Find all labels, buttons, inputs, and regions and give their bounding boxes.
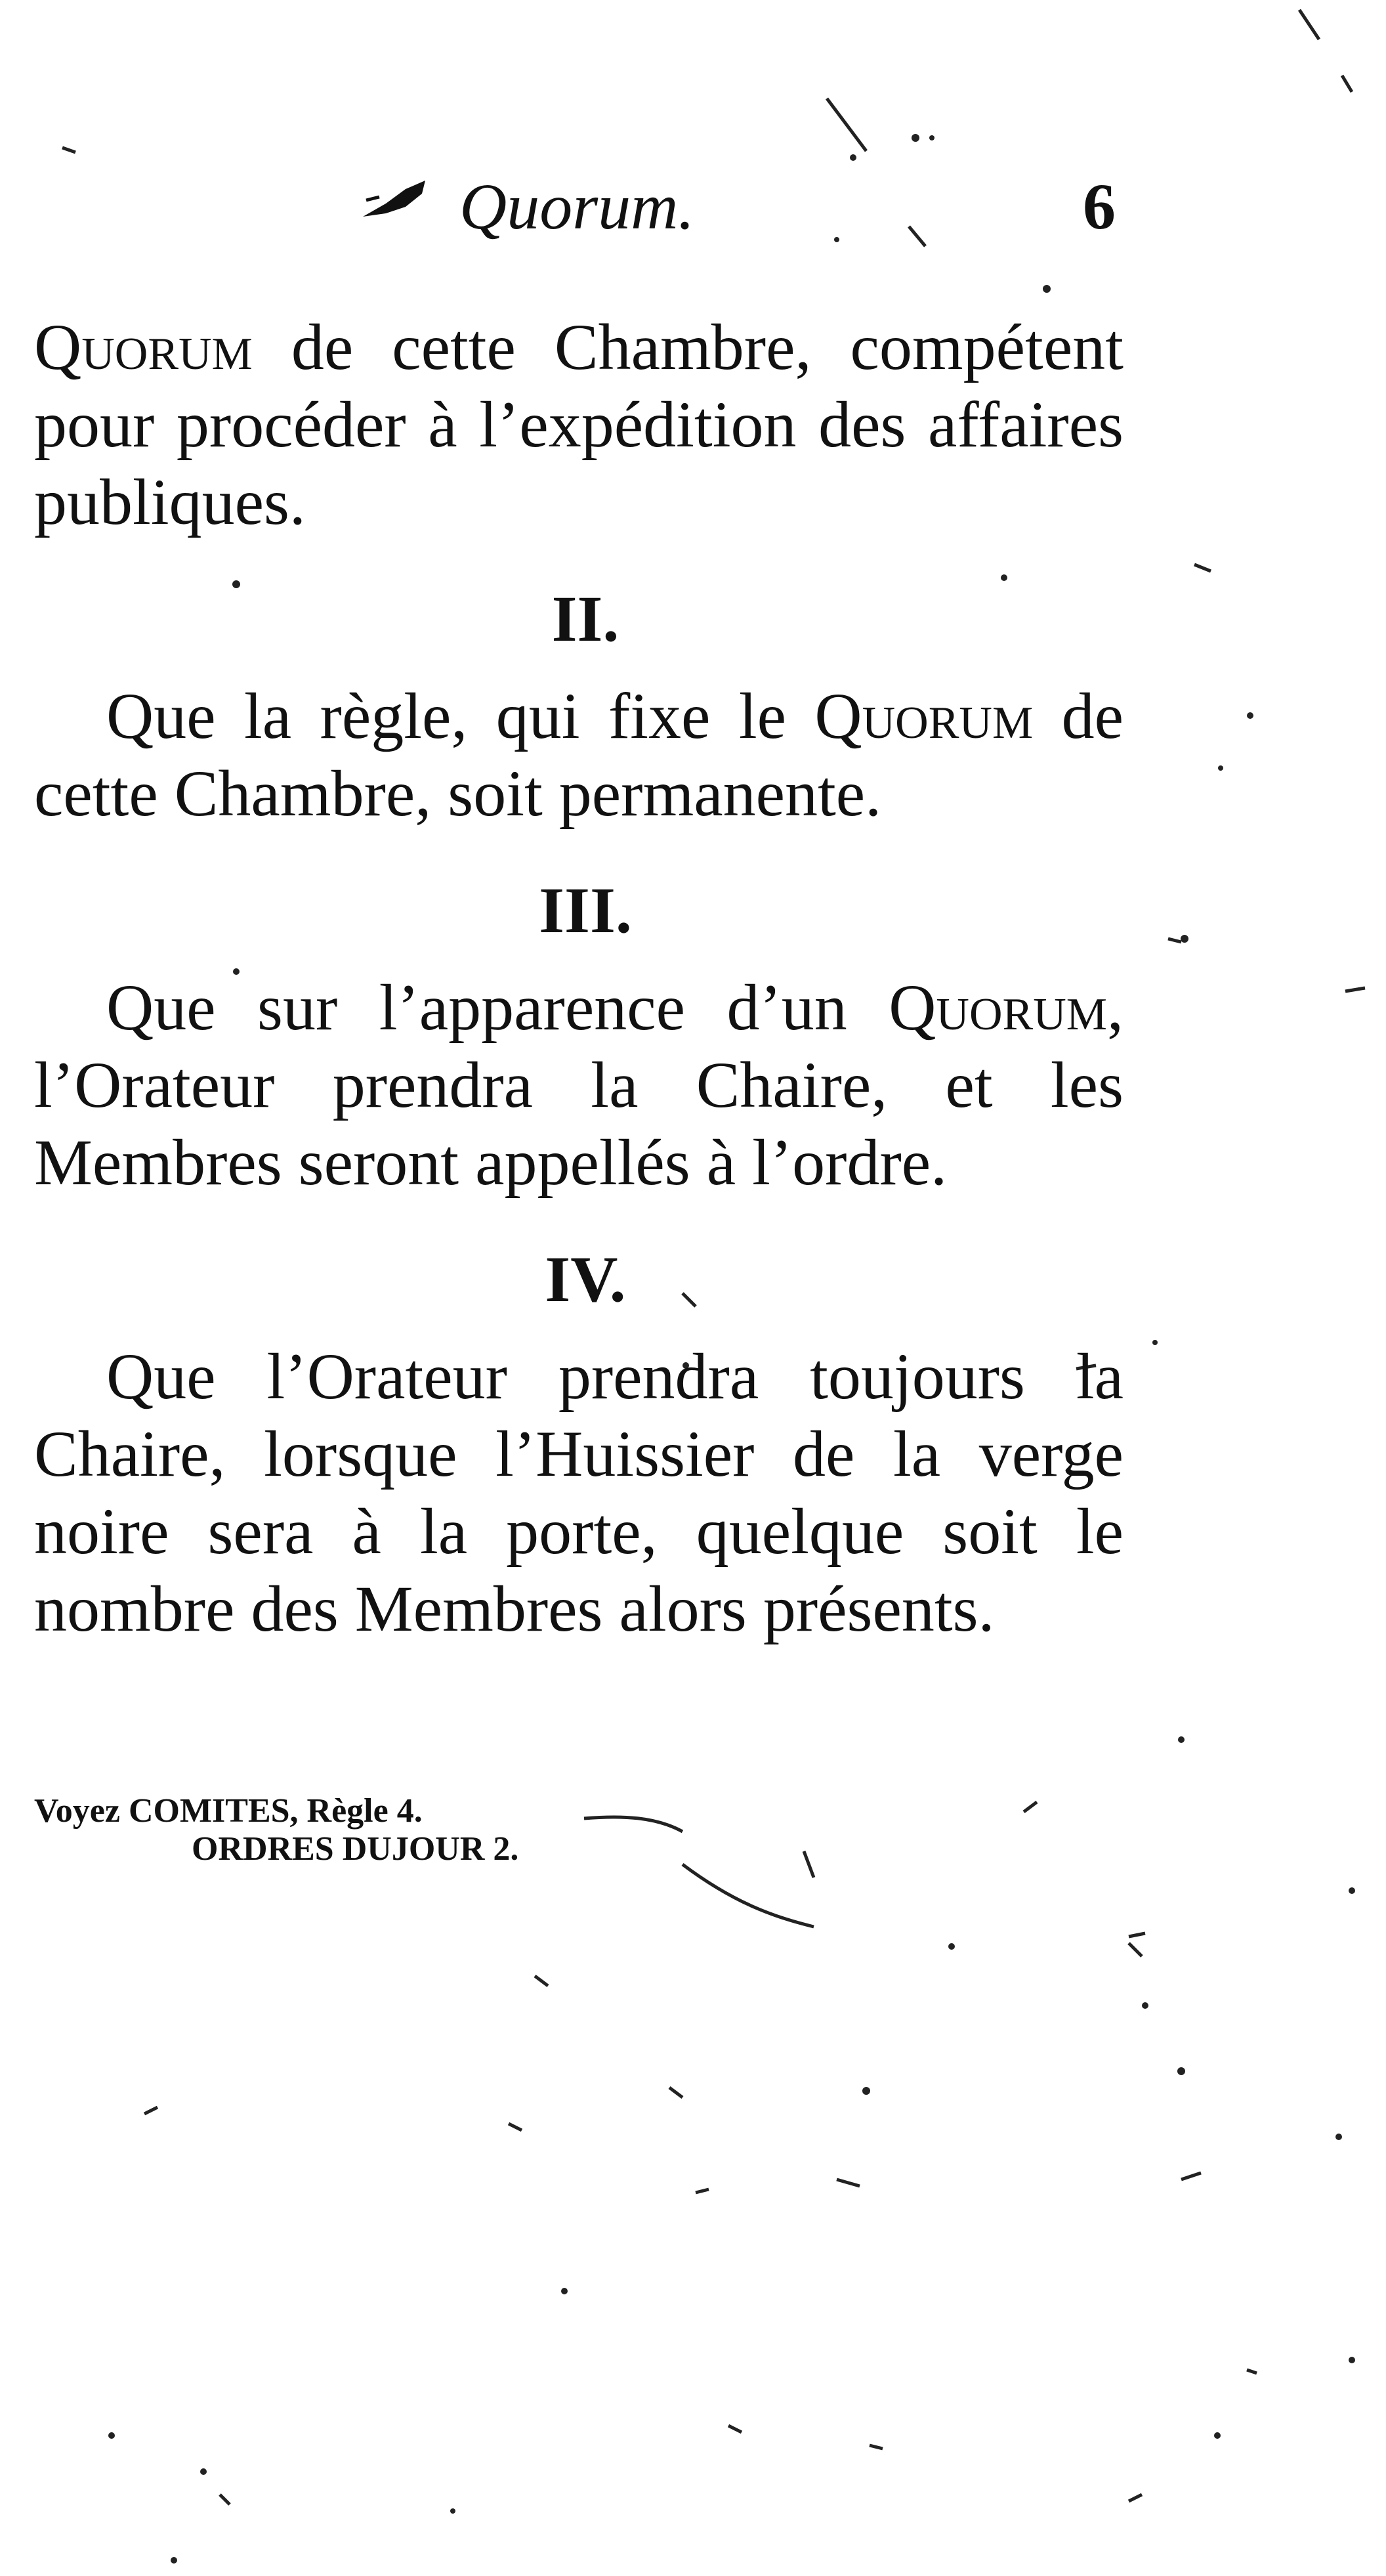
page-number: 6 [1083,170,1116,243]
paragraph-continuation: Quorum de cette Chambre, compétent pour procéder à l’expédition des affaires publiques. [34,311,1124,538]
section-number-iii: III. [539,874,632,947]
section-number-iv: IV. [545,1243,626,1316]
main-text [34,309,1124,1648]
paragraph-section-ii: Que la règle, qui fixe le Quorum de cette Chambre, soit permanente. [34,679,1124,830]
paragraph-section-iii: Que sur l’apparence d’un Quorum, l’Orateur prendra la Chaire, et les Membres seront appellés à l’ordre. [34,971,1124,1199]
running-header [0,164,1386,249]
section-number-ii: II. [551,582,620,655]
running-title: Quorum. [459,170,695,243]
quorum-smallcaps: Quorum [889,971,1107,1044]
footnote-line-2: ORDRES DUJOUR 2. [192,1830,519,1868]
paragraph-section-iv: Que l’Orateur prendra toujours la Chaire, lorsque l’Huissier de la verge noire sera à la porte, quelque soit le nombre des Membres alors présents. [34,1340,1124,1645]
quorum-smallcaps: Quorum [34,311,253,383]
footnote-line-1: Voyez COMITES, Règle 4. [34,1792,423,1830]
quorum-smallcaps: Quorum [814,679,1034,752]
cross-reference-footnote [34,1792,518,1868]
